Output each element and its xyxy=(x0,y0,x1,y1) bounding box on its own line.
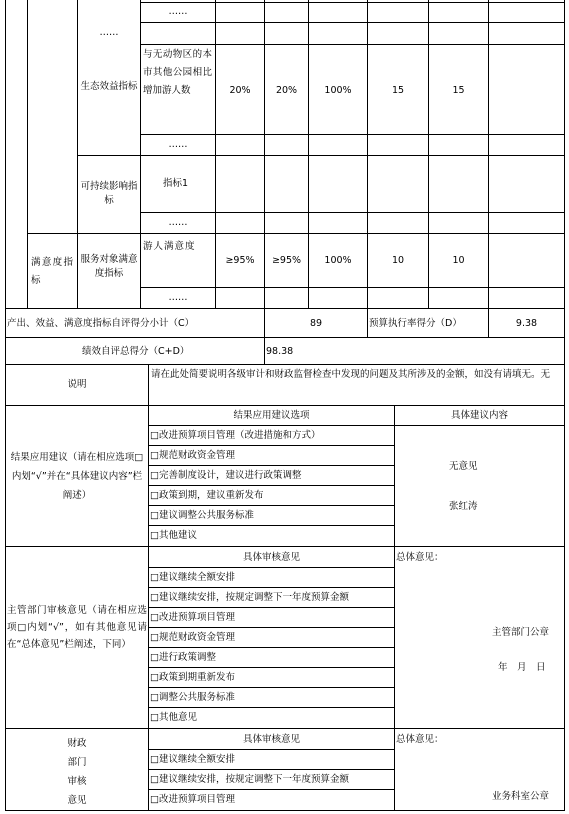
dept-date-label: 年 月 日 xyxy=(498,662,546,673)
service-value-4: 10 xyxy=(391,255,405,266)
grid-line xyxy=(148,425,564,426)
grid-line xyxy=(148,485,394,486)
grid-line xyxy=(5,364,564,365)
grid-line xyxy=(148,587,394,588)
dept-option[interactable]: □政策到期重新发布 xyxy=(150,672,235,683)
dots-cell: …… xyxy=(99,27,119,38)
eco-value-4: 15 xyxy=(391,85,405,96)
finance-review-header: 具体审核意见 xyxy=(242,734,300,745)
grid-line xyxy=(148,769,394,770)
grid-line xyxy=(140,0,141,309)
grid-line xyxy=(148,749,394,750)
dept-review-header: 具体审核意见 xyxy=(242,552,300,563)
service-value-5: 10 xyxy=(452,255,465,266)
grid-line xyxy=(5,308,564,309)
dept-option[interactable]: □建议继续全额安排 xyxy=(150,572,235,583)
grid-line xyxy=(5,546,564,547)
dept-option[interactable]: □其他意见 xyxy=(150,712,197,723)
result-content-signer: 张红涛 xyxy=(449,501,478,512)
grid-line xyxy=(148,567,394,568)
eco-value-1: 20% xyxy=(229,85,251,96)
grid-line xyxy=(140,22,564,23)
grid-line xyxy=(148,445,394,446)
finance-label-line: 部门 xyxy=(67,757,87,768)
grid-line xyxy=(140,44,564,45)
result-options-header: 结果应用建议选项 xyxy=(233,410,310,421)
subtotal-label: 产出、效益、满意度指标自评得分小计（C） xyxy=(7,318,195,329)
finance-label-line: 财政 xyxy=(67,738,87,749)
grid-line xyxy=(5,405,564,406)
grid-line xyxy=(264,0,265,365)
result-option[interactable]: □规范财政资金管理 xyxy=(150,450,235,461)
grid-line xyxy=(148,525,394,526)
explain-text: 请在此处简要说明各级审计和财政监督检查中发现的问题及其所涉及的金额，如没有请填无。无 xyxy=(151,369,551,380)
result-content-header: 具体建议内容 xyxy=(450,410,508,421)
finance-label-line: 意见 xyxy=(67,795,87,806)
satisfaction-indicator-label: 满意度指标 xyxy=(31,257,73,286)
grid-line xyxy=(148,667,394,668)
dots-cell: …… xyxy=(168,292,188,303)
eco-indicator-label: 生态效益指标 xyxy=(80,81,138,92)
grid-line xyxy=(148,789,394,790)
total-score-value: 98.38 xyxy=(266,346,294,357)
dots-cell: …… xyxy=(168,139,188,150)
dept-review-label: 主管部门审核意见（请在相应选项□内划“√”，如有其他意见请在“总体意见”栏阐述，下同） xyxy=(7,605,147,650)
dept-option[interactable]: □进行政策调整 xyxy=(150,652,216,663)
grid-line xyxy=(148,505,394,506)
grid-line xyxy=(148,647,394,648)
finance-seal-label: 业务科室公章 xyxy=(492,791,550,802)
result-option[interactable]: □完善制度设计，建议进行政策调整 xyxy=(150,470,302,481)
service-indicator-label: 服务对象满意度指标 xyxy=(80,254,138,279)
grid-line xyxy=(148,465,394,466)
grid-line xyxy=(77,0,78,309)
eco-indicator-desc: 与无动物区的本市其他公园相比增加游人数 xyxy=(143,49,212,96)
grid-line xyxy=(148,707,394,708)
grid-line xyxy=(140,287,564,288)
grid-line xyxy=(5,728,564,729)
result-advice-label: 结果应用建议（请在相应选项□内划“√”并在“具体建议内容”栏阐述） xyxy=(10,452,144,501)
grid-line xyxy=(148,607,394,608)
grid-line xyxy=(27,233,564,234)
finance-label-line: 审核 xyxy=(67,776,87,787)
grid-line xyxy=(140,2,564,3)
result-option[interactable]: □其他建议 xyxy=(150,530,197,541)
grid-line xyxy=(140,134,564,135)
service-value-2: ≥95% xyxy=(271,255,302,266)
budget-rate-label: 预算执行率得分（D） xyxy=(369,318,462,329)
explain-label: 说明 xyxy=(67,379,87,390)
grid-line xyxy=(367,0,368,338)
grid-line xyxy=(488,0,489,338)
grid-line xyxy=(148,687,394,688)
dept-option[interactable]: □建议继续安排，按规定调整下一年度预算金额 xyxy=(150,592,349,603)
finance-option[interactable]: □改进预算项目管理 xyxy=(150,794,235,805)
budget-rate-value: 9.38 xyxy=(515,318,538,329)
total-score-label: 绩效自评总得分（C+D） xyxy=(82,346,190,357)
service-value-1: ≥95% xyxy=(225,255,255,266)
result-option[interactable]: □改进预算项目管理（改进措施和方式） xyxy=(150,430,321,441)
grid-line xyxy=(394,405,395,811)
grid-line xyxy=(5,810,564,811)
grid-line xyxy=(77,155,564,156)
grid-line xyxy=(564,0,565,811)
dots-cell: …… xyxy=(168,6,188,17)
eco-value-3: 100% xyxy=(324,85,352,96)
finance-overall-opinion: 总体意见： xyxy=(396,734,444,745)
grid-line xyxy=(27,0,28,309)
grid-line xyxy=(140,212,564,213)
grid-line xyxy=(5,0,6,811)
result-option[interactable]: □建议调整公共服务标准 xyxy=(150,510,254,521)
service-value-3: 100% xyxy=(324,255,352,266)
dept-option[interactable]: □规范财政资金管理 xyxy=(150,632,235,643)
dept-seal-label: 主管部门公章 xyxy=(492,627,550,638)
dept-option[interactable]: □改进预算项目管理 xyxy=(150,612,235,623)
dots-cell: …… xyxy=(168,217,188,228)
finance-option[interactable]: □建议继续安排，按规定调整下一年度预算金额 xyxy=(150,774,349,785)
grid-line xyxy=(5,337,564,338)
service-indicator-desc: 游人满意度 xyxy=(143,241,196,252)
eco-value-5: 15 xyxy=(452,85,465,96)
dept-overall-opinion: 总体意见： xyxy=(396,552,444,563)
result-option[interactable]: □政策到期，建议重新发布 xyxy=(150,490,264,501)
sustain-indicator-desc: 指标1 xyxy=(163,178,189,189)
sustain-indicator-label: 可持续影响指标 xyxy=(80,181,138,206)
result-content-opinion: 无意见 xyxy=(449,461,478,472)
dept-option[interactable]: □调整公共服务标准 xyxy=(150,692,235,703)
subtotal-value: 89 xyxy=(309,318,323,329)
finance-option[interactable]: □建议继续全额安排 xyxy=(150,754,235,765)
eco-value-2: 20% xyxy=(275,85,298,96)
grid-line xyxy=(148,627,394,628)
